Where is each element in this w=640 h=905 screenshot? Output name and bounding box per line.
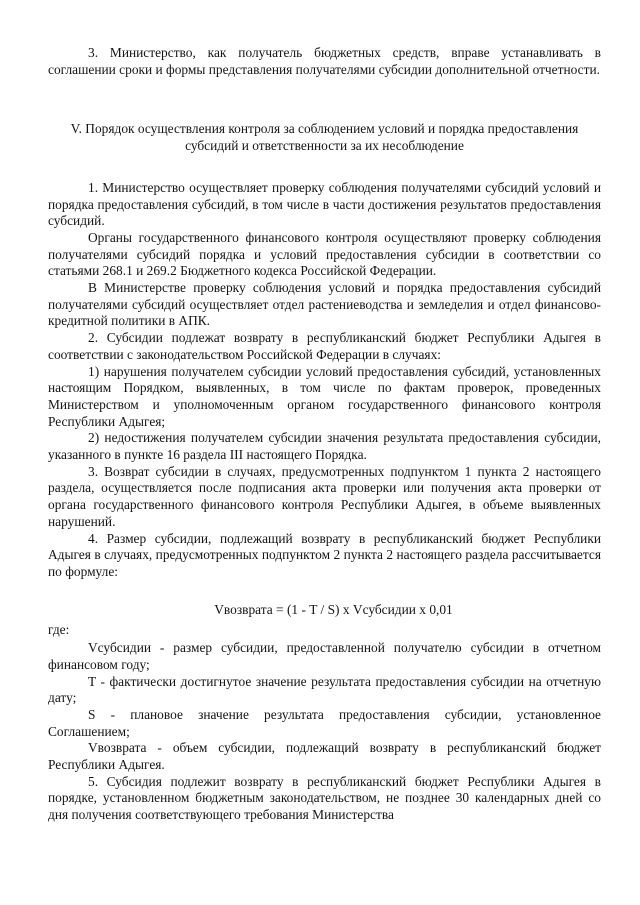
- document-body: [48, 45, 601, 824]
- definition-t: T - фактически достигнутое значение результата предоставления субсидии на отчетную дату;: [48, 673, 601, 706]
- paragraph-control-organs: Органы государственного финансового контроля осуществляют проверку соблюдения получателями субсидий порядка и условий предоставления субсидии в соответствии со статьями 268.1 и 269.2 Бюджетного кодекса Российской Федерации.: [48, 229, 601, 279]
- subparagraph-1: 1) нарушения получателем субсидии условий предоставления субсидий, установленных настоящим Порядком, выявленных, в том числе по фактам проверок, проведенных Министерством и уполномоченным органом государственного финансового контроля Республики Адыгея;: [48, 363, 601, 429]
- definition-s: S - плановое значение результата предоставления субсидии, установленное Соглашением;: [48, 706, 601, 739]
- paragraph-3: 3. Возврат субсидии в случаях, предусмотренных подпунктом 1 пункта 2 настоящего раздела, осуществляется после подписания акта проверки или получения акта проверки от органа государственного финансового контроля Республики Адыгея, в объеме выявленных нарушений.: [48, 463, 601, 529]
- definition-v-subsidy: Vсубсидии - размер субсидии, предоставленной получателю субсидии в отчетном финансовом году;: [48, 640, 601, 672]
- paragraph-ministry-departments: В Министерстве проверку соблюдения условий и порядка предоставления субсидий получателями субсидий осуществляет отдел растениеводства и земледелия и отдел финансово-кредитной политики в АПК.: [48, 280, 601, 329]
- paragraph-item-3: 3. Министерство, как получатель бюджетных средств, вправе устанавливать в соглашении сроки и формы представления получателями субсидии дополнительной отчетности.: [48, 45, 601, 77]
- section-heading: V. Порядок осуществления контроля за соблюдением условий и порядка предоставления субсидий и ответственности за их несоблюдение: [70, 121, 579, 154]
- paragraph-1: 1. Министерство осуществляет проверку соблюдения получателями субсидий условий и порядка предоставления субсидий, в том числе в части достижения результатов предоставления субсидий.: [48, 179, 601, 229]
- where-label: где:: [48, 622, 70, 638]
- paragraph-4: 4. Размер субсидии, подлежащий возврату в республиканский бюджет Республики Адыгея в случаях, предусмотренных подпунктом 2 пункта 2 настоящего раздела рассчитывается по формуле:: [48, 530, 601, 579]
- refund-formula: Vвозврата = (1 - T / S) х Vсубсидии х 0,01: [214, 601, 453, 617]
- definition-v-refund: Vвозврата - объем субсидии, подлежащий возврату в республиканский бюджет Республики Адыгея.: [48, 740, 601, 773]
- paragraph-2: 2. Субсидии подлежат возврату в республиканский бюджет Республики Адыгея в соответствии с законодательством Российской Федерации в случаях:: [48, 330, 601, 362]
- subparagraph-2: 2) недостижения получателем субсидии значения результата предоставления субсидии, указанного в пункте 16 раздела III настоящего Порядка.: [48, 430, 601, 463]
- paragraph-5: 5. Субсидия подлежит возврату в республиканский бюджет Республики Адыгея в порядке, установленном бюджетным законодательством, не позднее 30 календарных дней со дня получения соответствующего требования Министерства: [48, 773, 601, 823]
